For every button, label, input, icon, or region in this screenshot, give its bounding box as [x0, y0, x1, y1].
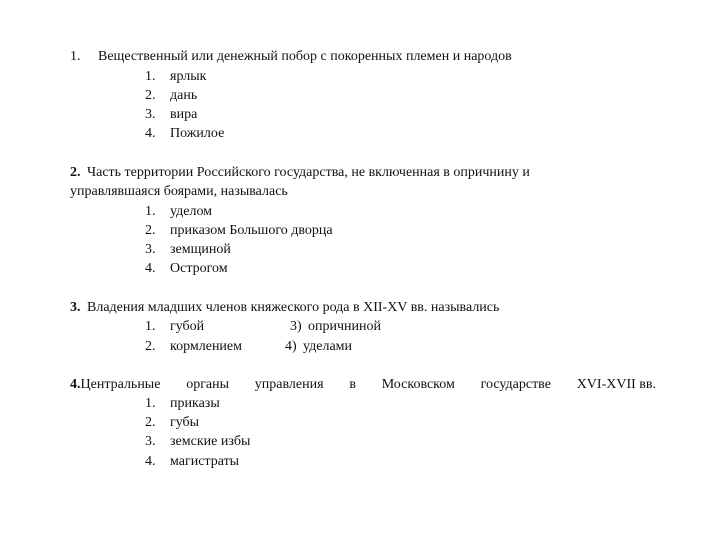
option-text: приказы: [170, 396, 220, 411]
question-1-text: Вещественный или денежный побор с покоренных племен и народов: [98, 49, 512, 64]
question-4-word: Московском: [381, 377, 455, 392]
option-number: 1.: [145, 319, 156, 334]
option-number: 4.: [145, 454, 156, 469]
question-4-word: в: [349, 377, 356, 392]
question-3-number: 3.: [70, 300, 81, 315]
question-4-number: 4.: [70, 377, 81, 392]
question-1-number: 1.: [70, 49, 81, 64]
option-number: 2.: [145, 88, 156, 103]
question-2-text-line1: Часть территории Российского государства, не включенная в опричнину и: [87, 165, 530, 180]
option-number: 3.: [145, 107, 156, 122]
option-text: дань: [170, 88, 198, 103]
option-text: приказом Большого дворца: [170, 223, 333, 238]
option-text: уделом: [170, 204, 213, 219]
option-text: магистраты: [170, 454, 240, 469]
option-text: ярлык: [170, 69, 207, 84]
option-number: 1.: [145, 69, 156, 84]
question-4-word: управления: [254, 377, 324, 392]
option-text: губой: [170, 319, 205, 334]
option-number: 2.: [145, 415, 156, 430]
option-text: кормлением: [170, 339, 242, 354]
option-number: 1.: [145, 204, 156, 219]
option-text: губы: [170, 415, 200, 430]
question-4-word: Центральные: [80, 377, 161, 392]
option-number: 3.: [145, 242, 156, 257]
option-text: Острогом: [170, 261, 228, 276]
option-number: 4): [285, 339, 297, 354]
question-4-text: [70, 375, 656, 394]
question-4-word: органы: [186, 377, 230, 392]
option-number: 1.: [145, 396, 156, 411]
question-4-word: государстве: [480, 377, 551, 392]
option-text: уделами: [303, 339, 353, 354]
question-4-first-word: [70, 375, 160, 394]
option-number: 3): [290, 319, 302, 334]
question-2-text-line2: управлявшаяся боярами, называлась: [70, 184, 288, 199]
option-number: 4.: [145, 126, 156, 141]
question-3-text: Владения младших членов княжеского рода в XII-XV вв. назывались: [87, 300, 500, 315]
option-number: 3.: [145, 434, 156, 449]
option-text: вира: [170, 107, 198, 122]
option-text: Пожилое: [170, 126, 225, 141]
option-number: 2.: [145, 339, 156, 354]
option-text: земские избы: [170, 434, 251, 449]
option-number: 2.: [145, 223, 156, 238]
option-number: 4.: [145, 261, 156, 276]
option-text: опричниной: [308, 319, 381, 334]
option-text: земщиной: [170, 242, 231, 257]
question-2-number: 2.: [70, 165, 81, 180]
question-4-word: XVI-XVII вв.: [576, 377, 656, 392]
